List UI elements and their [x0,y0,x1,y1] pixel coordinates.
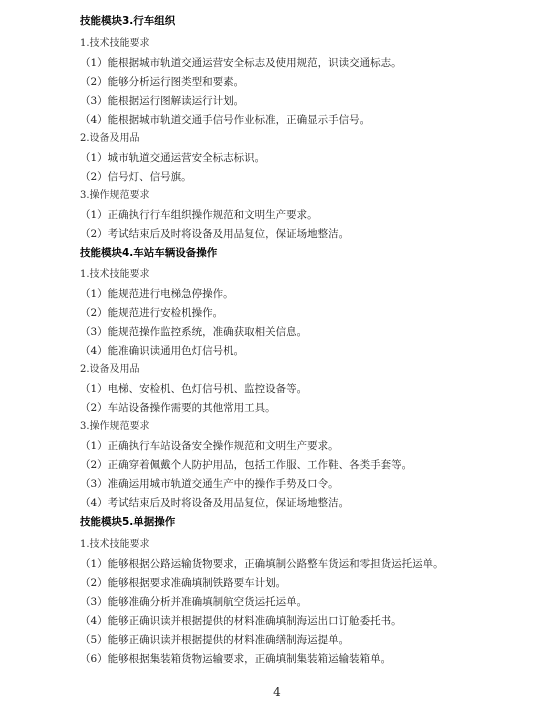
page-number: 4 [273,685,281,699]
list-item: （1）正确执行行车组织操作规范和文明生产要求。 [80,209,318,221]
list-item: （2）能够根据要求准确填制铁路要车计划。 [80,577,287,589]
list-item: （4）能够正确识读并根据提供的材料准确填制海运出口订舱委托书。 [80,615,402,627]
module-heading: 技能模块3.行车组织 [80,15,176,27]
list-item: （4）能根据城市轨道交通手信号作业标准，正确显示手信号。 [80,114,371,126]
subsection-title: 3.操作规范要求 [80,190,150,201]
subsection-title: 3.操作规范要求 [80,421,150,432]
list-item: （1）城市轨道交通运营安全标志标识。 [80,152,266,164]
module-heading: 技能模块4.车站车辆设备操作 [80,247,218,259]
subsection-title: 2.设备及用品 [80,364,140,375]
list-item: （1）能够根据公路运输货物要求，正确填制公路整车货运和零担货运托运单。 [80,558,444,570]
list-item: （3）能根据运行图解读运行计划。 [80,95,245,107]
module-heading: 技能模块5.单据操作 [80,516,176,528]
list-item: （2）考试结束后及时将设备及用品复位，保证场地整洁。 [80,228,350,240]
list-item: （2）信号灯、信号旗。 [80,171,192,183]
list-item: （6）能够根据集装箱货物运输要求，正确填制集装箱运输装箱单。 [80,653,392,665]
list-item: （1）能根据城市轨道交通运营安全标志及使用规范，识读交通标志。 [80,57,402,69]
list-item: （4）能准确识读通用色灯信号机。 [80,345,245,357]
list-item: （3）能够准确分析并准确填制航空货运托运单。 [80,596,308,608]
subsection-title: 1.技术技能要求 [80,269,150,280]
list-item: （2）正确穿着佩戴个人防护用品，包括工作服、工作鞋、各类手套等。 [80,459,413,471]
subsection-title: 2.设备及用品 [80,133,140,144]
subsection-title: 1.技术技能要求 [80,539,150,550]
list-item: （3）准确运用城市轨道交通生产中的操作手势及口令。 [80,478,339,490]
list-item: （4）考试结束后及时将设备及用品复位，保证场地整洁。 [80,497,350,509]
list-item: （2）能够分析运行图类型和要素。 [80,76,245,88]
list-item: （5）能够正确识读并根据提供的材料准确缮制海运提单。 [80,634,350,646]
list-item: （1）正确执行车站设备安全操作规范和文明生产要求。 [80,440,339,452]
list-item: （1）能规范进行电梯急停操作。 [80,288,234,300]
list-item: （1）电梯、安检机、色灯信号机、监控设备等。 [80,383,308,395]
list-item: （2）车站设备操作需要的其他常用工具。 [80,402,276,414]
subsection-title: 1.技术技能要求 [80,38,150,49]
list-item: （3）能规范操作监控系统，准确获取相关信息。 [80,326,308,338]
list-item: （2）能规范进行安检机操作。 [80,307,224,319]
